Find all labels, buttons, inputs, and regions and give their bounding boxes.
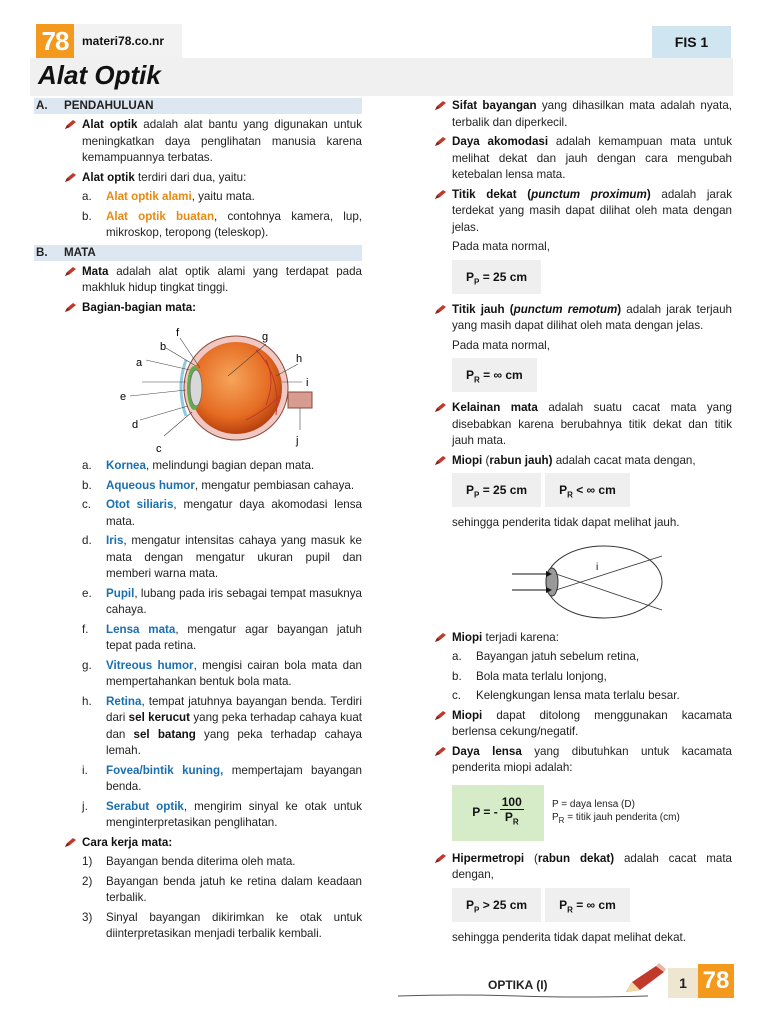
text: P [504,810,513,825]
eye-label: f [176,327,180,339]
marker: a. [82,190,92,203]
eye-parts-list [34,458,362,832]
term: Serabut optik [106,799,184,813]
text: = 25 cm [479,483,528,497]
text: , melindungi bagian depan mata. [145,459,315,472]
eye-label: b [160,341,167,353]
term: Otot siliaris [106,498,174,511]
term: Miopi [452,453,483,467]
text: ( [504,302,514,316]
list-item [82,622,362,655]
marker: h. [82,694,92,708]
text: P [466,897,475,912]
text: , mengatur pembiasan cahaya. [194,478,355,492]
marker: b. [452,669,462,683]
formula-row [432,358,732,392]
text: , mengatur daya akomodasi lensa mata. [106,498,362,528]
formula-box [545,473,630,507]
term: Daya lensa [452,744,522,758]
marker: 1) [82,855,93,868]
eye-label: h [296,353,303,365]
text: Bayangan jatuh sebelum retina, [476,650,640,663]
optic-types-list [34,189,362,242]
text: R [474,375,480,385]
text: , yaitu mata. [191,190,255,203]
eye-label: j [296,435,299,447]
text: R [512,817,519,827]
subject-code: FIS 1 [652,26,731,58]
text: terjadi karena: [482,630,559,644]
text: = 25 cm [479,269,528,284]
text: P [466,269,475,284]
text: , mengatur intensitas cahaya yang masuk ke mata dengan mengatur ukuran pupil dan memberi warna mata. [106,534,362,580]
text: ( [482,453,490,467]
page-title: Alat Optik [38,60,161,90]
list-item [82,586,362,619]
list-item [82,209,362,242]
term: Sifat bayangan [452,99,537,112]
pencil-bullet-icon [434,632,447,643]
marker: j. [82,799,88,813]
section-title: PENDAHULUAN [64,99,154,112]
text: yang peka terhadap cahaya lemah. [106,727,362,757]
section-b-header [34,245,362,261]
text: sehingga penderita tidak dapat melihat dekat. [452,930,686,944]
list-item [452,669,732,686]
list-item [82,497,362,530]
bullet [34,300,362,317]
footer-logo: 78 [698,964,734,998]
term: sel batang [133,727,196,741]
text: Pada mata normal, [452,240,550,253]
term: Mata [82,264,109,278]
list-item [452,649,732,666]
formula-box [545,888,630,922]
term: Iris [106,534,124,547]
text: , lubang pada iris sebagai tempat masuknya cahaya. [106,586,362,616]
term: Hipermetropi [452,851,525,865]
text: > 25 cm [479,897,528,912]
formula-box [452,785,544,841]
term: Alat optik [82,118,138,131]
term: punctum remotum [513,302,618,316]
causes-list [432,649,732,705]
pencil-bullet-icon [64,172,77,183]
steps-list [34,854,362,943]
pencil-bullet-icon [434,746,447,757]
text: yang peka terhadap cahaya kuat dan [106,711,362,741]
text: P [559,483,568,497]
term: Cara kerja mata: [82,835,173,849]
text: ) [617,302,622,316]
text: ( [516,187,532,201]
text: terdiri dari dua, yaitu: [134,170,247,184]
bullet [34,835,362,852]
fraction [500,795,524,829]
term: Vitreous humor [106,658,194,672]
text: P [559,897,568,912]
text: Pada mata normal, [452,338,550,352]
text: , tempat jatuhnya bayangan benda. Terdiri dari [106,694,362,724]
term: Lensa mata [106,622,176,636]
eye-label: c [156,443,162,452]
marker: a. [82,459,92,472]
marker: c. [82,498,92,511]
bullet [432,302,732,335]
term: punctum proximum [531,187,647,201]
marker: c. [452,689,462,702]
text: P [552,812,559,823]
pencil-bullet-icon [434,402,447,413]
list-item [82,874,362,907]
section-number: B. [36,245,48,259]
text: = titik jauh penderita (cm) [564,812,680,823]
text: adalah alat optik alami yang terdapat pada makhluk hidup tingkat tinggi. [82,264,362,294]
text: adalah kemampuan mata untuk melihat dekat dan jauh dengan cara mengubah ketebalan lensa mata. [452,135,732,181]
diagram-label: i [596,561,599,573]
fraction-denominator [505,810,519,829]
pencil-bullet-icon [434,710,447,721]
list-item [452,688,732,705]
text: Kelengkungan lensa mata terlalu besar. [476,689,680,702]
text: adalah jarak terdekat yang masih dapat dilihat oleh mata dengan jelas. [452,187,732,234]
pencil-bullet-icon [434,853,447,864]
bullet [432,453,732,470]
text: Bayangan benda diterima oleh mata. [106,855,296,868]
formula-box [452,473,541,507]
list-item [82,694,362,760]
pencil-bullet-icon [64,837,77,848]
bullet [432,708,732,741]
site-logo: 78 [36,24,74,58]
term: Fovea/bintik kuning, [106,763,224,777]
marker: a. [452,650,462,663]
text: R [567,904,573,914]
list-item [82,458,362,475]
text: sehingga penderita tidak dapat melihat jauh. [452,516,680,529]
marker: e. [82,586,92,600]
text: ) [646,187,651,201]
text: R [558,816,565,825]
text: , mengirim sinyal ke otak untuk menginterpretasikan penglihatan. [106,799,362,829]
legend-line [552,811,680,827]
list-item [82,658,362,691]
term: rabun dekat) [537,851,615,865]
term: Aqueous humor [106,478,195,492]
text: P = - [472,805,498,820]
text: mempertajam bayangan benda. [106,763,362,793]
list-item [82,854,362,871]
left-column [34,98,362,946]
bullet [432,851,732,884]
term: Alat optik buatan [106,209,215,223]
text: adalah cacat mata dengan, [552,453,696,467]
formula-box [452,358,537,392]
formula-legend [552,798,680,827]
text: = ∞ cm [479,368,523,382]
text: P [474,490,480,500]
bullet [432,134,732,184]
term: Miopi [452,630,483,644]
text: P [474,904,480,914]
text: R [567,490,573,500]
text: dapat ditolong menggunakan kacamata berlensa cekung/negatif. [452,708,732,738]
lens-power-formula [432,785,732,841]
eye-label: g [262,331,269,343]
text: Bola mata terlalu lonjong, [476,669,607,683]
bullet [432,630,732,647]
formula-box [452,260,541,294]
right-column [432,98,732,950]
eye-label: a [136,357,143,369]
term: Retina [106,694,142,708]
text: , mengisi cairan bola mata dan mempertahankan bentuk bola mata. [106,658,362,688]
marker: 3) [82,910,93,924]
text: , mengatur agar bayangan jatuh tepat pada retina. [106,622,362,652]
text: adalah suatu cacat mata yang disebabkan karena berubahnya titik dekat dan titik jauh mata. [452,401,732,447]
pencil-bullet-icon [434,455,447,466]
text: Sinyal bayangan dikirimkan ke otak untuk diinterpretasikan menjadi terbalik kembali. [106,910,362,940]
eye-label: e [120,391,127,403]
eye-label: d [132,419,139,431]
list-item [82,478,362,495]
text: yang dibutuhkan untuk kacamata penderita miopi adalah: [452,744,732,774]
text: P [466,483,475,497]
list-item [82,189,362,206]
text: adalah cacat mata dengan, [452,851,732,881]
chapter-label: OPTIKA (I) [488,978,548,992]
footer-line [398,994,648,998]
text: ( [524,851,538,865]
text: = ∞ cm [572,897,616,912]
term: Kelainan mata [452,401,538,414]
term: Alat optik [82,170,135,184]
pencil-bullet-icon [434,100,447,111]
marker: f. [82,622,89,636]
text: Bayangan benda jatuh ke retina dalam keadaan terbalik. [106,874,362,904]
formula-box [452,888,541,922]
page-number: 1 [668,968,698,998]
marker: d. [82,534,92,547]
bullet [432,744,732,777]
pencil-bullet-icon [434,136,447,147]
bullet [34,170,362,187]
term: Kornea [106,459,146,472]
bullet [34,117,362,167]
pencil-bullet-icon [64,302,77,313]
term: Alat optik alami [106,190,192,203]
bullet [432,98,732,131]
section-title: MATA [64,245,96,259]
pencil-bullet-icon [434,189,447,200]
term: Titik jauh [452,302,505,316]
text: 100 [501,795,522,810]
pencil-bullet-icon [434,304,447,315]
bullet [432,400,732,450]
text: yang dihasilkan mata adalah nyata, terbalik dan diperkecil. [452,99,732,129]
section-number: A. [36,99,48,112]
pencil-icon [622,962,668,996]
pencil-bullet-icon [64,119,77,130]
term: sel kerucut [128,711,190,724]
eye-label: i [306,377,309,389]
term: Miopi [452,708,483,722]
text: adalah alat bantu yang digunakan untuk meningkatkan daya penglihatan manusia karena kemampuannya terbatas. [82,118,362,164]
term: Daya akomodasi [452,135,549,148]
myopia-ray-diagram [512,536,672,622]
pencil-bullet-icon [64,266,77,277]
text: P [466,368,475,382]
term: rabun jauh) [489,453,553,467]
eye-anatomy-diagram [116,320,326,452]
text: < ∞ cm [572,483,616,497]
term: Titik dekat [452,187,517,201]
list-item [82,763,362,796]
list-item [82,799,362,832]
marker: i. [82,763,88,777]
site-url[interactable]: materi78.co.nr [74,24,182,58]
section-a-header [34,98,362,114]
text: P [474,276,480,286]
text: adalah jarak terjauh yang masih dapat dilihat oleh mata dengan jelas. [452,302,732,332]
marker: 2) [82,874,93,888]
text: , contohnya kamera, lup, mikroskop, teropong (teleskop). [106,209,362,239]
marker: g. [82,658,92,672]
formula-row [432,888,732,922]
bullet [34,264,362,297]
marker: b. [82,209,92,223]
list-item [82,910,362,943]
marker: b. [82,478,92,492]
formula-row [432,473,732,507]
text: P = daya lensa (D) [552,799,635,810]
term: Pupil [106,586,135,600]
formula-row [432,260,732,294]
bullet [432,187,732,237]
list-item [82,533,362,583]
term: Bagian-bagian mata: [82,300,197,314]
